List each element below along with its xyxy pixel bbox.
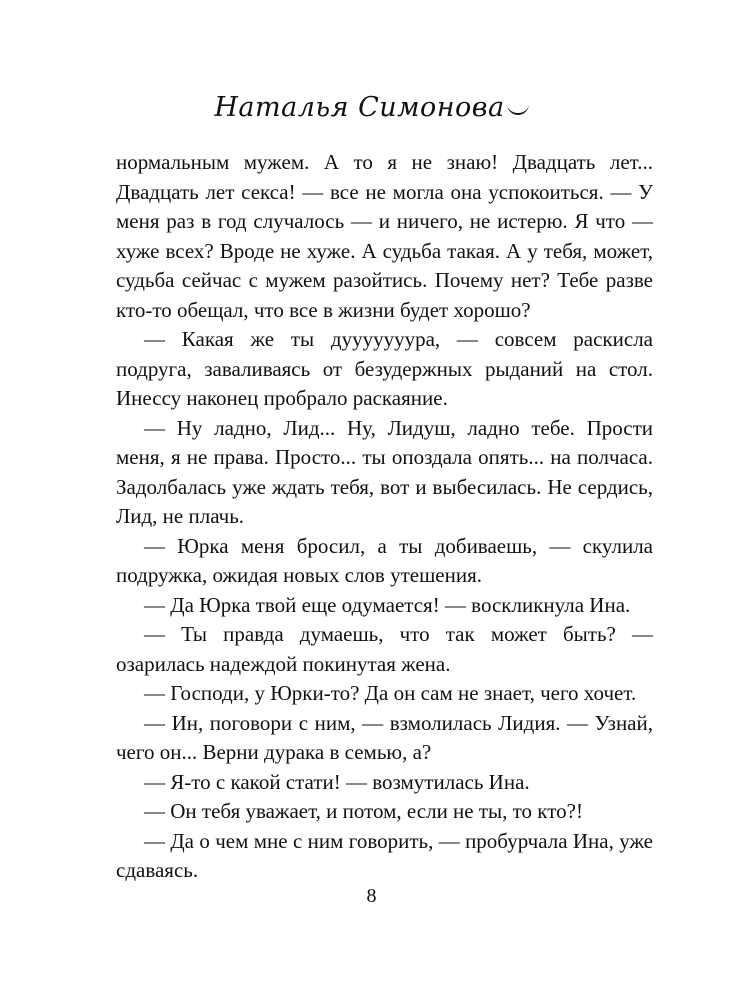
paragraph: — Ин, поговори с ним, — взмолилась Лидия. — Узнай, чего он... Верни дурака в семью, а? bbox=[116, 710, 653, 764]
author-name: Наталья Симонова bbox=[214, 92, 505, 123]
flourish-icon bbox=[507, 103, 529, 115]
paragraph: — Да Юрка твой еще одумается! — воскликнула Ина. bbox=[144, 592, 631, 617]
paragraph: — Он тебя уважает, и потом, если не ты, то кто?! bbox=[144, 799, 583, 823]
paragraph: — Ты правда думаешь, что так может быть? — озарилась надеждой покинутая жена. bbox=[116, 622, 653, 676]
paragraph: — Какая же ты дууууууура, — совсем раскисла подруга, заваливаясь от безудержных рыданий на стол. Инессу наконец пробрало раскаяние. bbox=[116, 327, 653, 410]
paragraph: — Господи, у Юрки-то? Да он сам не знает, чего хочет. bbox=[144, 681, 637, 705]
paragraph: нормальным мужем. А то я не знаю! Двадцать лет... Двадцать лет секса! — все не могла она успокоиться. — У меня раз в год случалось — и ничего, не истерю. Я что — хуже всех? Вроде не хуже. А судьба такая. А у тебя, может, судьба сейчас с мужем разойтись. Почему нет? Тебе разве кто-то обещал, что все в жизни будет хорошо? bbox=[116, 150, 653, 322]
paragraph: — Юрка меня бросил, а ты добиваешь, — скулила подружка, ожидая новых слов утешения. bbox=[116, 533, 653, 587]
running-head bbox=[0, 90, 743, 126]
page-text bbox=[116, 148, 653, 886]
paragraph: — Да о чем мне с ним говорить, — пробурчала Ина, уже сдаваясь. bbox=[116, 828, 653, 882]
paragraph: — Я-то с какой стати! — возмутилась Ина. bbox=[144, 769, 530, 794]
paragraph: — Ну ладно, Лид... Ну, Лидуш, ладно тебе. Прости меня, я не права. Просто... ты опоздала опять... на полчаса. Задолбалась уже ждать тебя, вот и выбесилась. Не сердись, Лид, не плачь. bbox=[116, 415, 653, 528]
page-number: 8 bbox=[366, 885, 377, 907]
